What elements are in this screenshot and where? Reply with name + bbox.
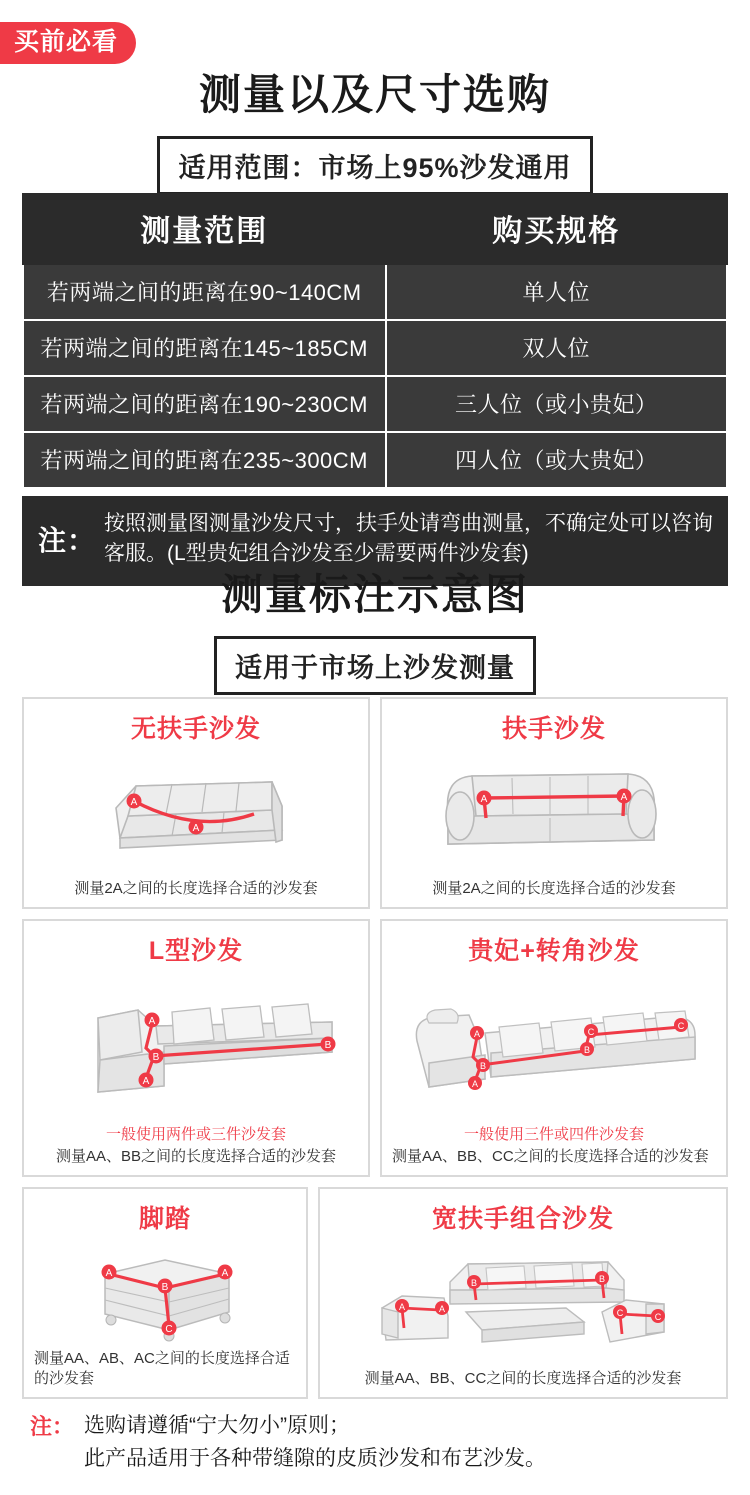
- svg-text:A: A: [480, 793, 488, 805]
- svg-text:A: A: [620, 791, 628, 803]
- svg-text:A: A: [130, 796, 138, 808]
- card-caption: 测量AA、BB之间的长度选择合适的沙发套: [55, 1147, 337, 1165]
- diagram-grid: [22, 697, 728, 1409]
- card-title: 扶手沙发: [501, 715, 606, 743]
- armless-sofa-icon: [32, 747, 360, 877]
- card-title: 贵妃+转角沙发: [468, 937, 640, 965]
- card-caption: 测量2A之间的长度选择合适的沙发套: [432, 879, 676, 897]
- section1-header: [0, 62, 750, 195]
- svg-text:A: A: [148, 1015, 156, 1027]
- card-note: 一般使用三件或四件沙发套: [463, 1126, 644, 1144]
- table-row: [23, 376, 727, 432]
- diagram-row-2: [22, 919, 728, 1177]
- cell-spec: 四人位（或大贵妃）: [386, 432, 727, 488]
- card-caption: 测量AA、BB、CC之间的长度选择合适的沙发套: [392, 1147, 709, 1165]
- table-row: [23, 264, 727, 320]
- card-title: 宽扶手组合沙发: [431, 1205, 614, 1233]
- svg-text:C: C: [677, 1020, 685, 1031]
- footer-note-line2: 此产品适用于各种带缝隙的皮质沙发和布艺沙发。: [84, 1446, 547, 1470]
- table-row: [23, 320, 727, 376]
- cell-range: 若两端之间的距离在190~230CM: [23, 376, 386, 432]
- note-label: 注：: [38, 525, 97, 557]
- svg-text:B: B: [324, 1039, 332, 1051]
- measure-table: [22, 193, 728, 489]
- cell-spec: 三人位（或小贵妃）: [386, 376, 727, 432]
- card-caption: 测量AA、BB、CC之间的长度选择合适的沙发套: [364, 1369, 682, 1387]
- svg-text:A: A: [398, 1301, 406, 1312]
- chaise-corner-sofa-icon: [390, 969, 718, 1124]
- diagram-subtitle: 适用于市场上沙发测量: [214, 636, 536, 695]
- card-armrest-sofa: [380, 697, 728, 909]
- svg-text:B: B: [598, 1273, 606, 1284]
- card-chaise-corner-sofa: [380, 919, 728, 1177]
- svg-text:C: C: [654, 1311, 662, 1322]
- svg-text:C: C: [616, 1307, 624, 1318]
- wide-arm-combo-sofa-icon: [328, 1237, 718, 1367]
- svg-text:B: B: [479, 1060, 487, 1071]
- must-read-badge: 买前必看: [0, 22, 136, 64]
- svg-text:C: C: [165, 1323, 173, 1335]
- svg-text:A: A: [471, 1078, 479, 1089]
- table-row: [23, 432, 727, 488]
- table-header-row: [23, 194, 727, 264]
- cell-spec: 双人位: [386, 320, 727, 376]
- svg-text:A: A: [221, 1267, 229, 1279]
- footer-note-label: 注：: [30, 1414, 75, 1439]
- card-caption: 测量2A之间的长度选择合适的沙发套: [74, 879, 318, 897]
- svg-text:B: B: [152, 1051, 160, 1063]
- diagram-title: 测量标注示意图: [220, 571, 529, 618]
- cell-range: 若两端之间的距离在235~300CM: [23, 432, 386, 488]
- cell-spec: 单人位: [386, 264, 727, 320]
- measure-table-wrap: [22, 193, 728, 586]
- svg-text:A: A: [142, 1075, 150, 1087]
- card-wide-arm-combo-sofa: [318, 1187, 728, 1399]
- page-title: 测量以及尺寸选购: [198, 71, 551, 118]
- svg-text:A: A: [105, 1267, 113, 1279]
- diagram-row-3: [22, 1187, 728, 1399]
- svg-text:B: B: [470, 1277, 478, 1288]
- card-ottoman: [22, 1187, 308, 1399]
- card-title: 无扶手沙发: [130, 715, 261, 743]
- card-l-shape-sofa: [22, 919, 370, 1177]
- footer-note: [30, 1410, 546, 1475]
- svg-text:B: B: [583, 1044, 591, 1055]
- card-title: L型沙发: [148, 937, 244, 965]
- card-caption: 测量AA、AB、AC之间的长度选择合适的沙发套: [34, 1349, 290, 1387]
- svg-text:A: A: [438, 1303, 446, 1314]
- armrest-sofa-icon: [390, 747, 718, 877]
- svg-text:A: A: [473, 1028, 481, 1039]
- card-title: 脚踏: [138, 1205, 191, 1233]
- section2-header: [0, 562, 750, 695]
- svg-text:C: C: [587, 1026, 595, 1037]
- diagram-row-1: [22, 697, 728, 909]
- col-header-spec: 购买规格: [386, 194, 727, 264]
- note-text: 按照测量图测量沙发尺寸，扶手处请弯曲测量，不确定处可以咨询客服。(L型贵妃组合沙发至少需要两件沙发套): [104, 512, 714, 566]
- card-armless-sofa: [22, 697, 370, 909]
- ottoman-icon: [32, 1237, 298, 1347]
- cell-range: 若两端之间的距离在145~185CM: [23, 320, 386, 376]
- footer-note-line1: 选购请遵循“宁大勿小”原则；: [84, 1414, 351, 1437]
- l-shape-sofa-icon: [32, 969, 360, 1124]
- svg-text:A: A: [192, 822, 200, 834]
- col-header-range: 测量范围: [23, 194, 386, 264]
- cell-range: 若两端之间的距离在90~140CM: [23, 264, 386, 320]
- card-note: 一般使用两件或三件沙发套: [105, 1126, 286, 1144]
- applicable-range-label: 适用范围：市场上95%沙发通用: [157, 136, 592, 195]
- svg-text:B: B: [161, 1281, 169, 1293]
